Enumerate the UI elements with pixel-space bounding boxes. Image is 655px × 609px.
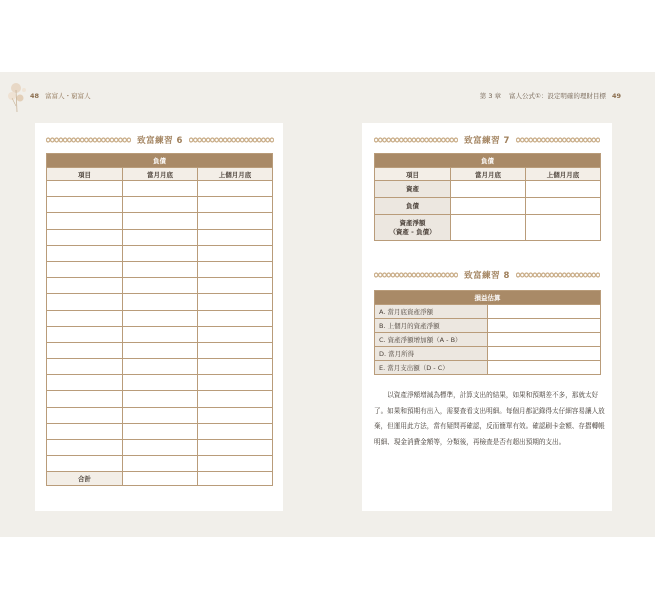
row-label-b: B. 上個月的資產淨額 (375, 319, 488, 333)
table-row (47, 375, 273, 391)
table-cell[interactable] (47, 181, 123, 197)
exercise-7-table (374, 153, 601, 241)
table-cell[interactable] (488, 305, 601, 319)
column-header: 項目 (375, 168, 451, 181)
table-header: 負債 (375, 154, 601, 168)
table-cell[interactable] (47, 197, 123, 213)
table-row (47, 229, 273, 245)
table-cell[interactable] (198, 278, 273, 294)
table-cell[interactable] (488, 361, 601, 375)
flower-ornament-icon (4, 78, 30, 114)
table-cell[interactable] (198, 440, 273, 456)
left-book-title: 富富人・窮富人 (45, 92, 91, 100)
row-label-e: E. 當月支出額（D - C） (375, 361, 488, 375)
column-header: 當月月底 (123, 168, 198, 181)
table-cell[interactable] (488, 347, 601, 361)
table-cell[interactable] (47, 359, 123, 375)
right-running-header (480, 91, 621, 100)
table-cell[interactable] (198, 229, 273, 245)
body-text: 以資產淨額增減為標準，計算支出的結果，如果和預期差不多，那就太好了。如果和預期有出入，需要查看支出明細。每個月都記錄得太仔細容易讓人放棄，但運用此方法，當有疑問再確認，反而簡單有效。確認刷卡金額、存摺轉帳明細、現金消費金額等，分類後，再檢查是否有超出預期的支出。 (374, 391, 605, 446)
table-row (47, 342, 273, 358)
table-cell[interactable] (123, 456, 198, 472)
table-cell[interactable] (123, 213, 198, 229)
total-label: 合計 (47, 472, 123, 486)
table-cell[interactable] (526, 215, 601, 241)
table-cell[interactable] (123, 326, 198, 342)
column-header: 當月月底 (451, 168, 526, 181)
exercise-8-table (374, 290, 601, 375)
left-running-header (30, 91, 91, 100)
column-header: 上個月月底 (526, 168, 601, 181)
table-cell[interactable] (47, 440, 123, 456)
table-cell[interactable] (47, 213, 123, 229)
left-page-number: 48 (30, 92, 40, 100)
exercise-7-title (374, 134, 600, 146)
table-cell[interactable] (47, 423, 123, 439)
right-page-number: 49 (611, 92, 621, 100)
table-cell[interactable] (526, 181, 601, 198)
table-row (47, 326, 273, 342)
table-cell[interactable] (451, 215, 526, 241)
net-assets-line2: （資產 - 負債） (389, 227, 436, 236)
table-cell[interactable] (488, 333, 601, 347)
table-cell[interactable] (123, 181, 198, 197)
table-cell[interactable] (198, 294, 273, 310)
exercise-8-label: 致富練習 8 (464, 271, 510, 281)
table-cell[interactable] (47, 407, 123, 423)
table-cell[interactable] (47, 456, 123, 472)
table-cell[interactable] (198, 423, 273, 439)
net-assets-line1: 資產淨額 (399, 218, 426, 227)
table-row (47, 245, 273, 261)
table-row (47, 391, 273, 407)
table-cell[interactable] (198, 326, 273, 342)
table-row (47, 310, 273, 326)
table-cell[interactable] (47, 294, 123, 310)
table-cell[interactable] (198, 197, 273, 213)
exercise-8-title (374, 269, 600, 281)
table-cell[interactable] (123, 229, 198, 245)
table-cell[interactable] (123, 294, 198, 310)
table-cell[interactable] (526, 198, 601, 215)
table-cell[interactable] (198, 213, 273, 229)
rope-divider-icon (374, 136, 458, 144)
table-row (47, 359, 273, 375)
table-cell[interactable] (47, 229, 123, 245)
table-cell[interactable] (198, 261, 273, 277)
table-cell[interactable] (123, 472, 198, 486)
table-cell[interactable] (47, 261, 123, 277)
table-cell[interactable] (47, 326, 123, 342)
column-header: 項目 (47, 168, 123, 181)
row-label-a: A. 當月底資產淨額 (375, 305, 488, 319)
table-row (47, 456, 273, 472)
table-cell[interactable] (47, 342, 123, 358)
table-cell[interactable] (198, 407, 273, 423)
table-cell[interactable] (198, 342, 273, 358)
exercise-6-table (46, 153, 273, 486)
row-label-d: D. 當月所得 (375, 347, 488, 361)
rope-divider-icon (516, 136, 600, 144)
rope-divider-icon (189, 136, 274, 144)
table-cell[interactable] (123, 423, 198, 439)
table-header: 損益估算 (375, 291, 601, 305)
table-cell[interactable] (123, 310, 198, 326)
row-label-c: C. 資產淨額增加額（A - B） (375, 333, 488, 347)
table-cell[interactable] (47, 375, 123, 391)
table-cell[interactable] (198, 456, 273, 472)
table-cell[interactable] (123, 359, 198, 375)
exercise-6-body (47, 181, 273, 472)
rope-divider-icon (516, 271, 600, 279)
table-cell[interactable] (123, 278, 198, 294)
table-cell[interactable] (198, 359, 273, 375)
table-cell[interactable] (123, 407, 198, 423)
table-cell[interactable] (451, 198, 526, 215)
table-cell[interactable] (451, 181, 526, 198)
row-label-liabilities: 負債 (375, 198, 451, 215)
section-title: 富人公式①：設定明確的理財目標 (509, 92, 606, 100)
rope-divider-icon (46, 136, 131, 144)
table-cell[interactable] (123, 391, 198, 407)
table-cell[interactable] (123, 342, 198, 358)
table-row (47, 197, 273, 213)
table-cell[interactable] (198, 391, 273, 407)
table-cell[interactable] (198, 375, 273, 391)
table-cell[interactable] (123, 197, 198, 213)
table-cell[interactable] (47, 278, 123, 294)
exercise-7-label: 致富練習 7 (464, 136, 510, 146)
row-label-net-assets (375, 215, 451, 241)
table-row (47, 407, 273, 423)
table-row (47, 181, 273, 197)
table-cell[interactable] (198, 472, 273, 486)
chapter-label: 第 3 章 (479, 92, 502, 100)
table-cell[interactable] (123, 375, 198, 391)
row-label-assets: 資產 (375, 181, 451, 198)
table-cell[interactable] (488, 319, 601, 333)
table-cell[interactable] (198, 245, 273, 261)
table-cell[interactable] (123, 245, 198, 261)
table-cell[interactable] (198, 181, 273, 197)
table-row (47, 261, 273, 277)
table-cell[interactable] (47, 310, 123, 326)
table-cell[interactable] (123, 261, 198, 277)
table-row (47, 213, 273, 229)
table-row (47, 294, 273, 310)
table-row (47, 278, 273, 294)
exercise-6-label: 致富練習 6 (137, 136, 183, 146)
table-header: 負債 (47, 154, 273, 168)
exercise-6-title (46, 134, 274, 146)
table-row (47, 440, 273, 456)
column-header: 上個月月底 (198, 168, 273, 181)
table-cell[interactable] (47, 391, 123, 407)
table-cell[interactable] (47, 245, 123, 261)
table-row (47, 423, 273, 439)
table-cell[interactable] (198, 310, 273, 326)
table-cell[interactable] (123, 440, 198, 456)
explanation-paragraph (374, 388, 610, 450)
rope-divider-icon (374, 271, 458, 279)
